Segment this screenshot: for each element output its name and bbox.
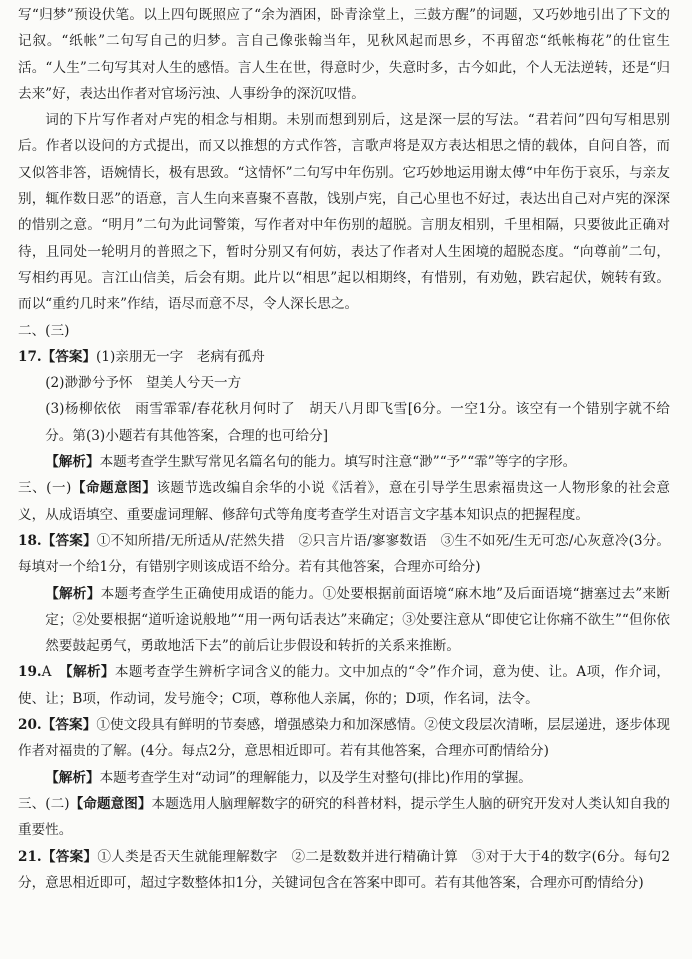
section-2-3-heading: 二、(三) xyxy=(18,322,70,339)
section-3-1 xyxy=(18,475,670,528)
section-label: 三、(二) xyxy=(18,795,70,812)
analysis-text: 本题考查学生对“动词”的理解能力，以及学生对整句(排比)作用的掌握。 xyxy=(99,769,532,786)
answer-line-2: (2)渺渺兮予怀 望美人兮天一方 xyxy=(45,375,242,392)
question-number: 21. xyxy=(18,848,42,865)
intent-tag: 【命题意图】 xyxy=(69,795,152,812)
analysis-text: 本题考查学生正确使用成语的能力。①处要根据前面语境“麻木地”及后面语境“搪塞过去”来断定；②处要根据“道听途说般地”“用一两句话表达”来确定；③处要注意从“即使它让你痛不欲生”“但你依然要鼓起勇气，勇敢地活下去”的前后让步假设和转折的关系来推断。 xyxy=(45,585,671,655)
answer-line-3: (3)杨柳依依 雨雪霏霏/春花秋月何时了 胡天八月即飞雪[6分。一空1分。该空有一个错别字就不给分。第(3)小题若有其他答案，合理的也可给分] xyxy=(45,401,670,444)
analysis-tag: 【解析】 xyxy=(45,769,100,786)
answer-tag: 【答案】 xyxy=(41,848,98,865)
section-label: 三、(一) xyxy=(18,480,72,497)
paragraph-1: 写“归梦”预设伏笔。以上四句既照应了“余为酒困，卧青涂堂上，三鼓方醒”的词题，又巧妙地引出了下文的记叙。“纸帐”二句写自己的归梦。言自己像张翰当年，见秋风起而思乡，不再留恋“纸帐梅花”的仕宦生活。“人生”二句写其对人生的感悟。言人生在世，得意时少，失意时多，古今如此，个人无法逆转，还是“归去来”好，表达出作者对官场污浊、人事纷争的深沉叹惜。 xyxy=(18,7,670,102)
question-number: 20. xyxy=(18,717,42,734)
question-19 xyxy=(18,659,670,712)
answer-tag: 【答案】 xyxy=(41,532,97,549)
section-3-2 xyxy=(18,791,670,844)
analysis-tag: 【解析】 xyxy=(45,454,100,471)
analysis-text: 本题考查学生辨析字词含义的能力。文中加点的“令”作介词，意为使、让。A项，作介词，使、让；B项，作动词，发号施令；C项，尊称他人亲属，你的；D项，作名词，法令。 xyxy=(18,664,671,707)
question-number: 19. xyxy=(18,664,42,681)
question-number: 17. xyxy=(18,348,42,365)
answer-text: ①不知所措/无所适从/茫然失措 ②只言片语/寥寥数语 ③生不如死/生无可恋/心灰意冷(3分。每填对一个给1分，有错别字则该成语不给分。若有其他答案，合理亦可给分) xyxy=(18,532,670,576)
question-20 xyxy=(18,712,670,791)
intent-text: 该题节选改编自余华的小说《活着》，意在引导学生思索福贵这一人物形象的社会意义，从成语填空、重要虚词理解、修辞句式等角度考查学生对语言文字基本知识点的把握程度。 xyxy=(18,480,671,523)
question-21 xyxy=(18,844,670,897)
paragraph-2: 词的下片写作者对卢宪的相念与相期。未别而想到别后，这是深一层的写法。“君若问”四句写相思别后。作者以设问的方式提出，而又以推想的方式作答，言歌声将是双方表达相思之情的载体，自问自答，而又似答非答，语婉情长，极有思致。“这情怀”二句写中年伤别。它巧妙地运用谢太傅“中年伤于哀乐，与亲友别，辄作数日恶”的语意，言人生向来喜聚不喜散，饯别卢宪，自己心里也不好过，表达出自己对卢宪的深深的惜别之意。“明月”二句为此词警策，写作者对中年伤别的超脱。言朋友相别，千里相隔，只要彼此正确对待，且同处一轮明月的普照之下，暂时分别又有何妨，表达了作者对人生困境的超脱态度。“向尊前”二句，写相约再见。言江山信美，后会有期。此片以“相思”起以相期终，有惜别，有劝勉，跌宕起伏，婉转有致。而以“重约几时来”作结，语尽而意不尽，令人深长思之。 xyxy=(18,112,670,313)
analysis-tag: 【解析】 xyxy=(65,664,115,681)
answer-text: ①人类是否天生就能理解数字 ②二是数数并进行精确计算 ③对于大于4的数字(6分。每句2分，意思相近即可，超过字数整体扣1分，关键词包含在答案中即可。若有其他答案，合理亦可酌情给分) xyxy=(18,848,671,891)
intent-text: 本题选用人脑理解数字的研究的科普材料，提示学生人脑的研究开发对人类认知自我的重要性。 xyxy=(18,795,671,839)
answer-tag: 【答案】 xyxy=(41,717,97,734)
analysis-text: 本题考查学生默写常见名篇名句的能力。填写时注意“渺”“予”“霏”等字的字形。 xyxy=(99,454,577,471)
answer-line-1: (1)亲朋无一字 老病有孤舟 xyxy=(96,348,265,365)
intent-tag: 【命题意图】 xyxy=(71,480,157,497)
answer-text: ①使文段具有鲜明的节奏感，增强感染力和加深感情。②使文段层次清晰，层层递进，逐步体现作者对福贵的了解。(4分。每点2分，意思相近即可。若有其他答案，合理亦可酌情给分) xyxy=(18,717,671,760)
question-17 xyxy=(18,344,670,475)
answer-choice: A xyxy=(41,664,52,681)
question-18 xyxy=(18,528,670,659)
question-number: 18. xyxy=(18,532,42,549)
answer-tag: 【答案】 xyxy=(41,348,97,365)
analysis-tag: 【解析】 xyxy=(45,585,101,602)
